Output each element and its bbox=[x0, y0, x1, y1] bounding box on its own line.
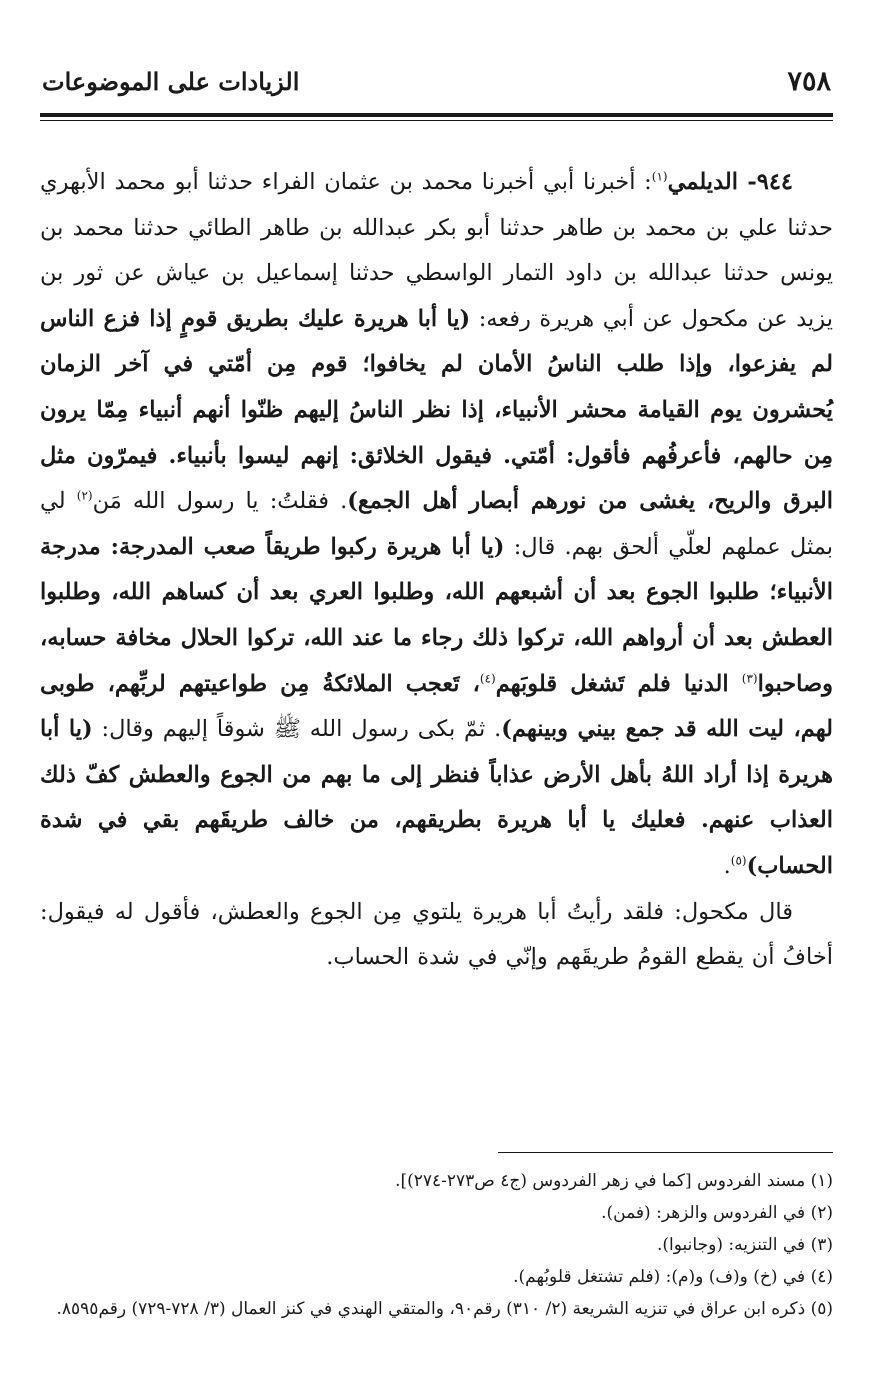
page-header bbox=[42, 58, 831, 104]
matn-part-4: ، تَعجب الملائكةُ مِن طواعيتهم لربِّهم، طوبى لهم، ليت الله قد جمع بيني وبينهم) bbox=[40, 670, 834, 743]
header-rule-thin bbox=[40, 120, 833, 121]
header-rule-thick bbox=[40, 113, 833, 117]
main-text bbox=[40, 160, 833, 981]
footnote-1: (١) مسند الفردوس [كما في زهر الفردوس (ج٤ ص٢٧٣-٢٧٤)]. bbox=[395, 1171, 833, 1191]
footnote-2: (٢) في الفردوس والزهر: (فمن). bbox=[601, 1203, 833, 1223]
hadith-paragraph bbox=[40, 160, 833, 890]
narration-text-1: . فقلتُ: يا رسول الله مَن bbox=[92, 488, 348, 515]
footnote-ref-2: (٢) bbox=[76, 488, 93, 503]
narration-text-2: لي بمثل عملهم لعلّي ألحق بهم. قال: bbox=[40, 488, 833, 560]
matn-part-1: (يا أبا هريرة عليك بطريق قومٍ إذا فزع الناس لم يفزعوا، وإذا طلب الناسُ الأمان لم يخافوا؛ قوم مِن أمّتي في آخر الزمان يُحشرون يوم القيامة محشر الأنبياء، إذا نظر الناسُ إليهم ظنّوا أنهم أنبياء مِمّا يرون مِن حالهم، فأعرفُهم فأقول: أمّتي. فيقول الخلائق: إنهم ليسوا بأنبياء. فيمرّون مثل البرق والريح، يغشى من نورهم أبصار أهل الجمع) bbox=[40, 305, 834, 515]
matn-part-2: (يا أبا هريرة ركبوا طريقاً صعب المدرجة: مدرجة الأنبياء؛ طلبوا الجوع بعد أن أشبعهم الله، وطلبوا العري بعد أن كساهم الله، وطلبوا العطش بعد أن أرواهم الله، تركوا ذلك رجاء ما عند الله، تركوا الحلال مخافة حسابه، وصاحبوا bbox=[40, 533, 833, 697]
footnotes bbox=[40, 1165, 833, 1325]
entry-dash: - bbox=[737, 169, 757, 195]
footnote-4: (٤) في (خ) و(ف) و(م): (فلم تشتغل قلوبُهم). bbox=[513, 1267, 833, 1287]
paragraph-end: . bbox=[723, 852, 731, 879]
isnad-text: : أخبرنا أبي أخبرنا محمد بن عثمان الفراء حدثنا أبو محمد الأبهري حدثنا علي بن محمد بن طاهر حدثنا أبو بكر عبدالله بن طاهر الطائي حدثنا محمد بن يونس حدثنا عبدالله بن داود التمار الواسطي حدثنا إسماعيل بن عياش عن ثور بن يزيد عن مكحول عن أبي هريرة رفعه: bbox=[40, 169, 833, 332]
footnote-3: (٣) في التنزيه: (وجانبوا). bbox=[657, 1235, 833, 1255]
page-number: ٧٥٨ bbox=[787, 65, 831, 97]
footnote-5: (٥) ذكره ابن عراق في تنزيه الشريعة (٢/ ٣١٠) رقم٩٠، والمتقي الهندي في كنز العمال (٣/ ٧٢٨-٧٢٩) رقم٨٥٩٥. bbox=[56, 1299, 833, 1319]
footnote-separator bbox=[498, 1152, 833, 1153]
footnote-ref-5: (٥) bbox=[730, 853, 747, 868]
footnote-ref-3: (٣) bbox=[741, 671, 758, 686]
running-title: الزيادات على الموضوعات bbox=[42, 66, 300, 96]
makhul-paragraph: قال مكحول: فلقد رأيتُ أبا هريرة يلتوي مِن الجوع والعطش، فأقول له فيقول: أخافُ أن يقطع القومُ طريقَهم وإنّي في شدة الحساب. bbox=[40, 898, 833, 971]
entry-source: الديلمي bbox=[667, 169, 738, 195]
footnote-ref-1: (١) bbox=[651, 169, 668, 184]
matn-part-3: الدنيا فلم تَشغل قلوبَهم bbox=[495, 670, 742, 697]
footnote-ref-4: (٤) bbox=[479, 671, 496, 686]
narration-text-3: . ثمّ بكى رسول الله ﷺ شوقاً إليهم وقال: bbox=[92, 716, 502, 743]
entry-number: ٩٤٤ bbox=[756, 169, 793, 195]
matn-part-5: (يا أبا هريرة إذا أراد اللهُ بأهل الأرض عذاباً فنظر إلى ما بهم من الجوع والعطش كفّ ذلك العذاب عنهم. فعليك يا أبا هريرة بطريقهم، من خالف طريقَهم بقي في شدة الحساب) bbox=[40, 716, 833, 879]
